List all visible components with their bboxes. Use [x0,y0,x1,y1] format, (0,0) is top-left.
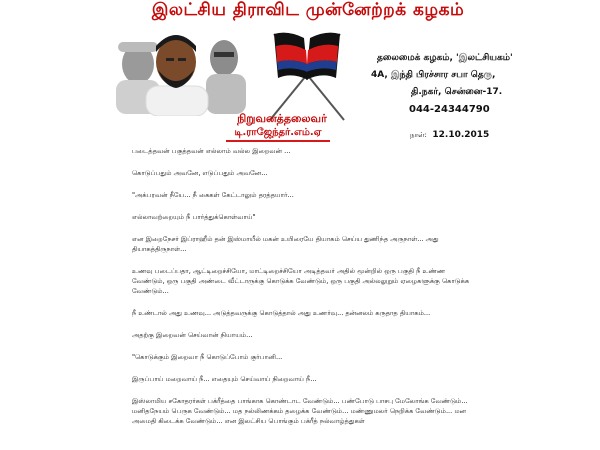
address-line-3: தி.நகர், சென்னை-17. [411,87,503,97]
org-name: இலட்சிய திராவிட முன்னேற்றக் கழகம் [151,0,465,20]
leader-name: டி.ராஜேந்தர்.எம்.ஏ [226,127,330,142]
date-label: நாள்: [410,131,427,139]
address-line-1: தலைமைக் கழகம், 'இலட்சியகம்' [377,53,513,63]
portrait-right-icon [206,40,246,114]
date-value: 12.10.2015 [432,130,490,140]
address-block [365,50,565,118]
phone-number: 044-24344790 [409,104,490,115]
date-row [410,130,489,140]
paragraph: கொடுப்பதும் அவனே, எடுப்பதும் அவனே... [132,169,268,177]
leader-title: நிறுவனத்தலைவர் [237,112,327,125]
paragraph: படைத்தவன் பகுத்தவன் எல்லாம் வல்ல இறைவன் ... [132,147,291,155]
paragraph: "அக்பரவன் நீயே... நீ கைகள் கேட்டாலும் தரத்தயார்... [132,191,294,199]
paragraph: அதற்கு இறைவன் செய்வான் நியாயம்... [132,331,253,339]
paragraph: இஸ்லாமிய சகோதரர்கள் பக்ரீத்தை பாங்காக கொண்டாட வேண்டும்... பண்போடு பாசபு மேலோங்க வேண்டும்... மனிதநேயம் பெருக வேண்டும்... மத நல்லிணக்கம் தழைக்க வேண்டும்... மண்ணுமலர் நெறிக்க வேண்டும்... மன அமைதி கிடைக்க வேண்டும்... என இலட்சிய பொங்கும் பக்ரீத் நல்வாழ்த்துகள் [132,397,468,425]
party-flags-icon [252,26,362,122]
paragraph: உணவு படைப்பதா, ஆட்டிறைச்சியோ, மாட்டிறைச்சியோ அடித்தவர் அதில் மூன்றில் ஒரு பகுதி நீ உண்ண வேண்டும், ஒரு பகுதி அண்டை வீட்டாருக்கு கொடுக்க வேண்டும், ஒரு பகுதி அல்லலுறும் ஏழைகளுக்கு கொடுக்க வேண்டும்... [132,267,470,295]
paragraph: என இறைநேசர் இப்ராஹீம் தன் இஸ்மாயீல் மகன் உயிரையே தியாகம் செய்ய துணிந்த அருநாள்... அது தியாகத்திருநாள்... [132,235,439,253]
address-line-2: 4A, இந்தி பிரச்சார சபா தெரு, [371,70,496,80]
paragraph: நீ உண்டால் அது உணவு... அடுத்தவருக்கு கொடுத்தால் அது உணர்வு... தன்னலம் கருதாத தியாகம்... [132,309,431,317]
paragraph: "கொடுக்கும் இறைவா நீ கொடுப்போம் குர்பானி... [132,353,283,361]
letterhead [0,0,600,140]
leaders-portraits [112,26,252,116]
paragraph: எல்லாவற்றையும் நீ பார்த்துக்கொள்வாய்" [132,213,256,221]
paragraph: இருப்பாய் மறைவாய் நீ... எதையும் செய்வாய் நிறைவாய் நீ... [132,375,317,383]
letter-body [132,146,472,438]
